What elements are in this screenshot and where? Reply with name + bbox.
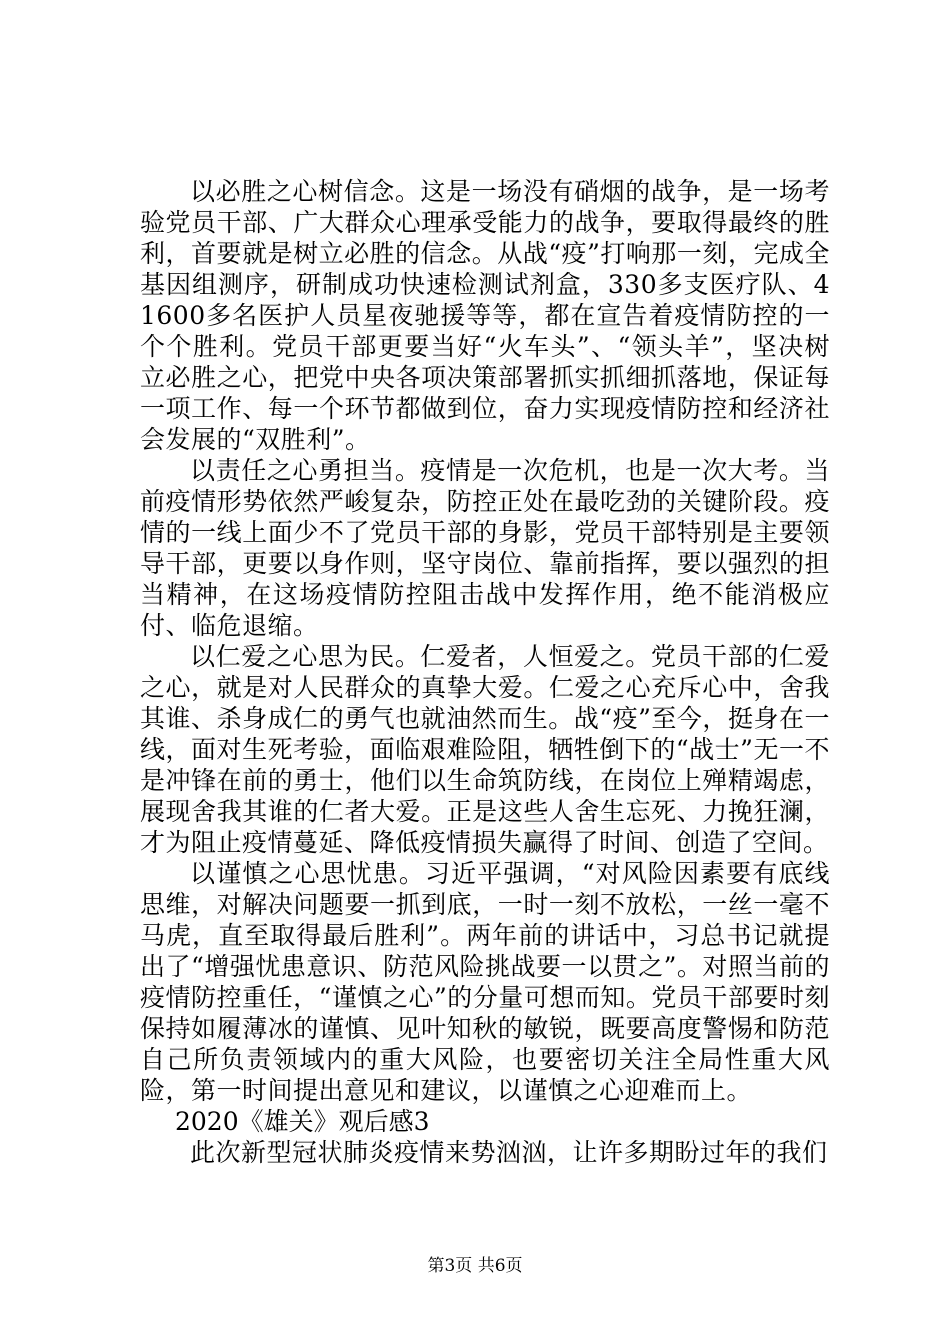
section-heading: 2020《雄关》观后感3 [175, 1107, 430, 1136]
paragraph-responsibility: 以责任之心勇担当。疫情是一次危机，也是一次大考。当前疫情形势依然严峻复杂，防控正处在最吃劲的关键阶段。疫情的一线上面少不了党员干部的身影，党员干部特别是主要领导干部，更要以身作则，坚守岗位、靠前指挥，要以强烈的担当精神，在这场疫情防控阻击战中发挥作用，绝不能消极应付、临危退缩。 [140, 456, 830, 640]
document-body [140, 176, 830, 1168]
paragraph-benevolence: 以仁爱之心思为民。仁爱者，人恒爱之。党员干部的仁爱之心，就是对人民群众的真挚大爱。仁爱之心充斥心中，舍我其谁、杀身成仁的勇气也就油然而生。战“疫”至今，挺身在一线，面对生死考验，面临艰难险阻，牺牲倒下的“战士”无一不是冲锋在前的勇士，他们以生命筑防线，在岗位上殚精竭虑，展现舍我其谁的仁者大爱。正是这些人舍生忘死、力挽狂澜，才为阻止疫情蔓延、降低疫情损失赢得了时间、创造了空间。 [140, 642, 830, 857]
paragraph-confidence: 以必胜之心树信念。这是一场没有硝烟的战争，是一场考验党员干部、广大群众心理承受能力的战争，要取得最终的胜利，首要就是树立必胜的信念。从战“疫”打响那一刻，完成全基因组测序，研制成功快速检测试剂盒，330多支医疗队、41600多名医护人员星夜驰援等等，都在宣告着疫情防控的一个个胜利。党员干部更要当好“火车头”、“领头羊”，坚决树立必胜之心，把党中央各项决策部署抓实抓细抓落地，保证每一项工作、每一个环节都做到位，奋力实现疫情防控和经济社会发展的“双胜利”。 [140, 177, 830, 454]
page-footer: 第3页 共6页 [427, 1256, 523, 1276]
paragraph-prudence: 以谨慎之心思忧患。习近平强调，“对风险因素要有底线思维，对解决问题要一抓到底，一时一刻不放松，一丝一毫不马虎，直至取得最后胜利”。两年前的讲话中，习总书记就提出了“增强忧患意识、防范风险挑战要一以贯之”。对照当前的疫情防控重任，“谨慎之心”的分量可想而知。党员干部要时刻保持如履薄冰的谨慎、见叶知秋的敏锐，既要高度警惕和防范自己所负责领域内的重大风险，也要密切关注全局性重大风险，第一时间提出意见和建议，以谨慎之心迎难而上。 [140, 859, 830, 1105]
paragraph-continuation: 此次新型冠状肺炎疫情来势汹汹，让许多期盼过年的我们 [190, 1138, 828, 1167]
